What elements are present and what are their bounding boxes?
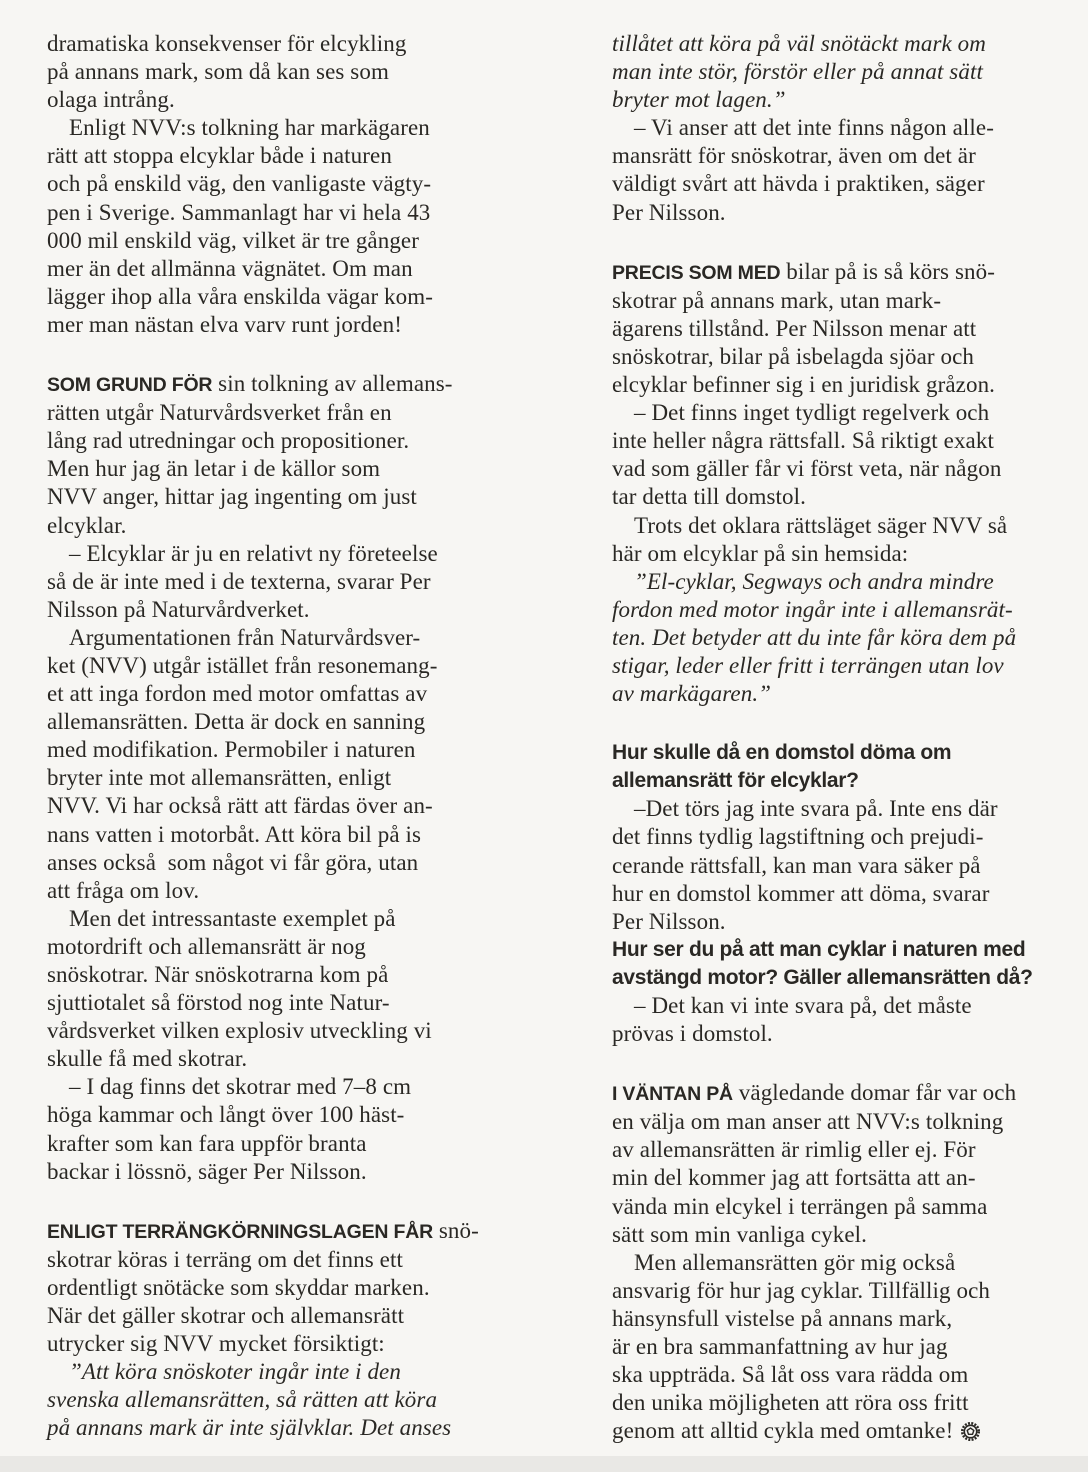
text-line: krafter som kan fara uppför branta bbox=[47, 1130, 367, 1156]
text-line: av markägaren.” bbox=[612, 681, 772, 707]
text-line: NVV anger, hittar jag ingenting om just bbox=[47, 484, 417, 510]
text-line: vända min elcykel i terrängen på samma bbox=[612, 1193, 988, 1219]
body-paragraph bbox=[612, 1079, 1088, 1249]
quote-paragraph bbox=[47, 1358, 529, 1442]
text-line: man inte stör, förstör eller på annat sätt bbox=[612, 59, 983, 85]
text-line: Men det intressantaste exemplet på bbox=[69, 905, 396, 931]
body-paragraph bbox=[47, 1073, 529, 1185]
text-line: här om elcyklar på sin hemsida: bbox=[612, 540, 909, 566]
text-line: vad som gäller får vi först veta, när någon bbox=[612, 456, 1002, 482]
text-line: bryter mot lagen.” bbox=[612, 87, 786, 113]
text-line: lång rad utredningar och propositioner. bbox=[47, 428, 410, 454]
text-line: mer än det allmänna vägnätet. Om man bbox=[47, 255, 413, 281]
text-line: dramatiska konsekvenser för elcykling bbox=[47, 31, 407, 56]
text-line: stigar, leder eller fritt i terrängen utan lov bbox=[612, 652, 1004, 678]
text-line: sätt som min vanliga cykel. bbox=[612, 1221, 868, 1247]
text-line: fordon med motor ingår inte i allemansrät- bbox=[612, 596, 1013, 622]
text-line: att fråga om lov. bbox=[47, 877, 200, 903]
text-line: Enligt NVV:s tolkning har markägaren bbox=[69, 115, 430, 141]
quote-paragraph bbox=[612, 30, 1088, 114]
text-line: så de är inte med i de texterna, svarar Per bbox=[47, 568, 431, 594]
text-line: – Vi anser att det inte finns någon alle- bbox=[634, 115, 994, 141]
text-line: mansrätt för snöskotrar, även om det är bbox=[612, 143, 976, 169]
text-line: höga kammar och långt över 100 häst- bbox=[47, 1102, 405, 1128]
text-line: av allemansrätten är rimlig eller ej. För bbox=[612, 1137, 976, 1163]
body-paragraph bbox=[612, 258, 1088, 399]
text-line: med modifikation. Permobiler i naturen bbox=[47, 737, 416, 763]
text-line: lägger ihop alla våra enskilda vägar kom- bbox=[47, 283, 434, 309]
text-line: svenska allemansrätten, så rätten att köra bbox=[47, 1387, 438, 1413]
body-paragraph bbox=[612, 1249, 1088, 1446]
lead-in-text: ENLIGT TERRÄNGKÖRNINGSLAGEN FÅR bbox=[47, 1220, 433, 1243]
text-line: prövas i domstol. bbox=[612, 1021, 773, 1047]
lead-in-text: PRECIS SOM MED bbox=[612, 261, 781, 284]
text-line: ansvarig för hur jag cyklar. Tillfällig och bbox=[612, 1277, 990, 1303]
text-line: Men hur jag än letar i de källor som bbox=[47, 456, 381, 482]
text-line: Per Nilsson. bbox=[612, 908, 726, 934]
text-line: väldigt svårt att hävda i praktiken, säger bbox=[612, 171, 985, 197]
text-line: elcyklar. bbox=[47, 512, 127, 538]
text-line: NVV. Vi har också rätt att färdas över an- bbox=[47, 793, 433, 819]
body-paragraph bbox=[47, 624, 529, 905]
quote-paragraph bbox=[612, 568, 1088, 708]
text-line: min del kommer jag att fortsätta att an- bbox=[612, 1165, 976, 1191]
text-line: – Det kan vi inte svara på, det måste bbox=[634, 993, 972, 1018]
text-line: Men allemansrätten gör mig också bbox=[634, 1249, 956, 1275]
text-line: allemansrätten. Detta är dock en sanning bbox=[47, 709, 426, 735]
text-line: 000 mil enskild väg, vilket är tre gånger bbox=[47, 227, 419, 253]
text-line: avstängd motor? Gäller allemansrätten då? bbox=[612, 965, 1033, 989]
text-line: genom att alltid cykla med omtanke! bbox=[612, 1417, 1088, 1445]
text-line: och på enskild väg, den vanligaste vägty- bbox=[47, 171, 432, 197]
body-paragraph bbox=[47, 1217, 529, 1358]
text-line: cerande rättsfall, kan man vara säker på bbox=[612, 852, 981, 878]
text-line: motordrift och allemansrätt är nog bbox=[47, 933, 366, 959]
body-paragraph bbox=[47, 905, 529, 1074]
body-paragraph bbox=[612, 399, 1088, 511]
text-line: pen i Sverige. Sammanlagt har vi hela 43 bbox=[47, 199, 431, 225]
body-paragraph bbox=[612, 512, 1088, 568]
text-line: vårdsverket vilken explosiv utveckling vi bbox=[47, 1018, 432, 1044]
text-line: det finns tydlig lagstiftning och prejudi- bbox=[612, 824, 984, 850]
text-line: är en bra sammanfattning av hur jag bbox=[612, 1334, 948, 1360]
text-line: ägarens tillstånd. Per Nilsson menar att bbox=[612, 315, 977, 341]
text-line: –Det törs jag inte svara på. Inte ens där bbox=[634, 796, 998, 822]
text-line: hur en domstol kommer att döma, svarar bbox=[612, 880, 990, 906]
text-line: ten. Det betyder att du inte får köra dem på bbox=[612, 624, 1017, 650]
text-line: snöskotrar. När snöskotrarna kom på bbox=[47, 962, 389, 987]
text-line: ska uppträda. Så låt oss vara rädda om bbox=[612, 1362, 969, 1388]
text-line: anses också som något vi får göra, utan bbox=[47, 849, 419, 875]
text-line: Trots det oklara rättsläget säger NVV så bbox=[634, 512, 1008, 538]
text-line: inte heller några rättsfall. Så riktigt exakt bbox=[612, 428, 994, 454]
text-line: backar i lössnö, säger Per Nilsson. bbox=[47, 1158, 367, 1184]
interview-question bbox=[612, 936, 1088, 992]
body-paragraph bbox=[612, 992, 1088, 1048]
text-line: ”El-cyklar, Segways och andra mindre bbox=[634, 568, 994, 594]
text-line: När det gäller skotrar och allemansrätt bbox=[47, 1303, 405, 1329]
text-line: ket (NVV) utgår istället från resonemang- bbox=[47, 652, 438, 678]
text-line: ”Att köra snöskoter ingår inte i den bbox=[69, 1359, 401, 1385]
page-bottom-edge bbox=[0, 1456, 1088, 1472]
body-paragraph bbox=[47, 370, 529, 540]
text-line: ordentligt snötäcke som skyddar marken. bbox=[47, 1274, 430, 1300]
text-line: en välja om man anser att NVV:s tolkning bbox=[612, 1109, 1004, 1135]
lead-in-text: I VÄNTAN PÅ bbox=[612, 1083, 733, 1106]
text-line: SOM GRUND FÖR sin tolkning av allemans- bbox=[47, 371, 453, 397]
text-line: hänsynsfull vistelse på annans mark, bbox=[612, 1305, 953, 1331]
body-paragraph bbox=[47, 540, 529, 624]
text-line: tillåtet att köra på väl snötäckt mark om bbox=[612, 31, 986, 56]
text-line: rätt att stoppa elcyklar både i naturen bbox=[47, 143, 392, 169]
text-line: nans vatten i motorbåt. Att köra bil på is bbox=[47, 821, 422, 847]
interview-question bbox=[612, 739, 1088, 795]
text-line: skotrar köras i terräng om det finns ett bbox=[47, 1246, 403, 1272]
text-line: – I dag finns det skotrar med 7–8 cm bbox=[69, 1074, 412, 1100]
body-paragraph bbox=[47, 114, 529, 339]
text-line: Argumentationen från Naturvårdsver- bbox=[69, 624, 421, 650]
text-line: – Det finns inget tydligt regelverk och bbox=[634, 400, 990, 426]
text-line: Hur ser du på att man cyklar i naturen med bbox=[612, 937, 1026, 961]
text-line: på annans mark är inte självklar. Det anses bbox=[47, 1415, 452, 1441]
body-paragraph bbox=[612, 795, 1088, 935]
text-line: bryter inte mot allemansrätten, enligt bbox=[47, 765, 392, 791]
body-paragraph bbox=[612, 114, 1088, 226]
text-line: utrycker sig NVV mycket försiktigt: bbox=[47, 1331, 385, 1357]
text-line: allemansrätt för elcyklar? bbox=[612, 769, 859, 793]
text-line: olaga intrång. bbox=[47, 87, 175, 113]
text-line: – Elcyklar är ju en relativt ny företeelse bbox=[69, 540, 438, 566]
text-line: skotrar på annans mark, utan mark- bbox=[612, 287, 942, 313]
text-line: PRECIS SOM MED bilar på is så körs snö- bbox=[612, 258, 995, 284]
text-line: rätten utgår Naturvårdsverket från en bbox=[47, 400, 392, 426]
lead-in-text: SOM GRUND FÖR bbox=[47, 374, 213, 397]
body-paragraph bbox=[47, 30, 529, 114]
text-line: tar detta till domstol. bbox=[612, 484, 806, 510]
text-line: sjuttiotalet så förstod nog inte Natur- bbox=[47, 990, 390, 1016]
text-line: ENLIGT TERRÄNGKÖRNINGSLAGEN FÅR snö- bbox=[47, 1217, 479, 1243]
text-line: skulle få med skotrar. bbox=[47, 1046, 248, 1072]
text-line: den unika möjligheten att röra oss fritt bbox=[612, 1390, 969, 1416]
text-line: Per Nilsson. bbox=[612, 199, 726, 225]
text-line: mer man nästan elva varv runt jorden! bbox=[47, 311, 402, 337]
text-line: på annans mark, som då kan ses som bbox=[47, 59, 389, 85]
text-line: snöskotrar, bilar på isbelagda sjöar och bbox=[612, 343, 975, 369]
text-line: Hur skulle då en domstol döma om bbox=[612, 741, 952, 765]
article-column-right bbox=[612, 30, 1088, 1445]
text-line: elcyklar befinner sig i en juridisk gråzon. bbox=[612, 372, 996, 398]
text-line: et att inga fordon med motor omfattas av bbox=[47, 681, 428, 707]
text-line: I VÄNTAN PÅ vägledande domar får var och bbox=[612, 1080, 1017, 1106]
text-line: Nilsson på Naturvårdverket. bbox=[47, 596, 310, 622]
chainring-gear-icon bbox=[960, 1421, 981, 1442]
article-column-left bbox=[47, 30, 529, 1443]
